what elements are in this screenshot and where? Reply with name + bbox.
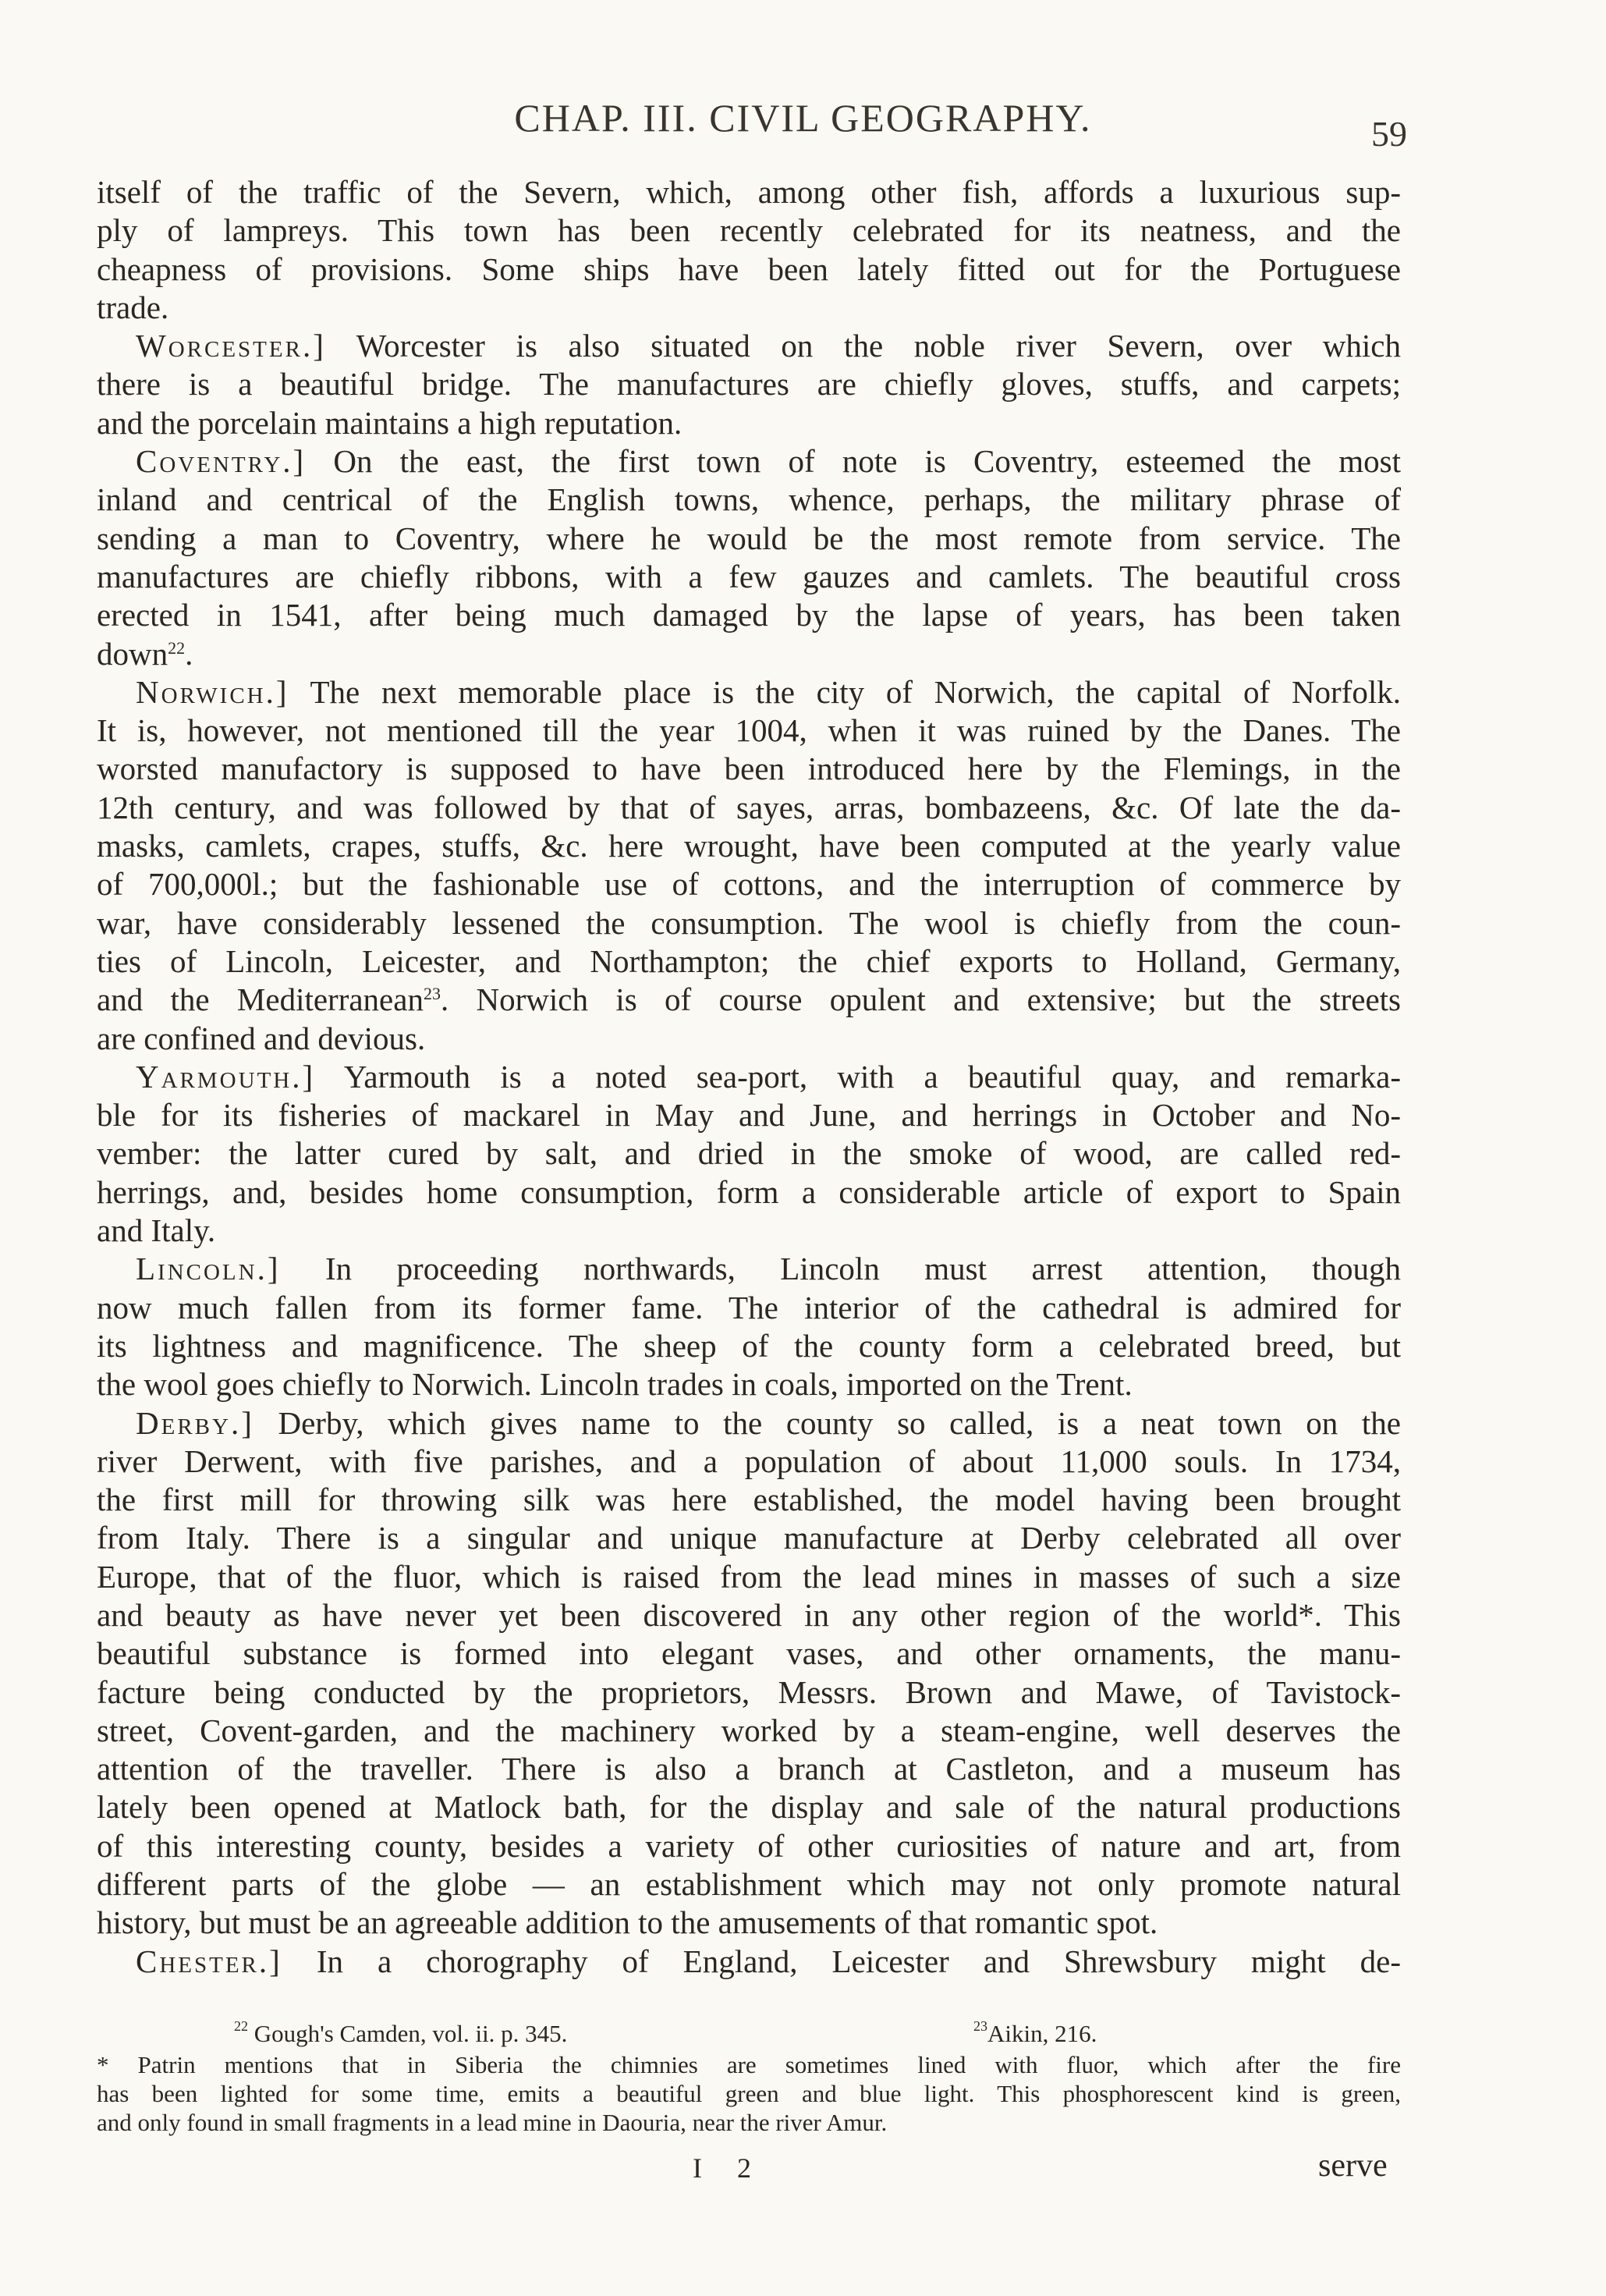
line-text: erected in 1541, after being much damaged by the lapse of years, has been taken (97, 597, 1401, 633)
signature-mark: I 2 (693, 2152, 765, 2184)
line-text: there is a beautiful bridge. The manufactures are chiefly gloves, stuffs, and carpets; (97, 366, 1401, 403)
text-line (97, 942, 1401, 981)
line-text: Europe, that of the fluor, which is raised from the lead mines in masses of such a size (97, 1558, 1401, 1595)
text-line (97, 1058, 1401, 1096)
line-text: herrings, and, besides home consumption, form a considerable article of export to Spain (97, 1173, 1401, 1210)
line-text: street, Covent-garden, and the machinery worked by a steam-engine, well deserves the (97, 1712, 1401, 1748)
line-text: history, but must be an agreeable addition to the amusements of that romantic spot. (97, 1904, 1158, 1941)
line-text: the wool goes chiefly to Norwich. Lincoln trades in coals, imported on the Trent. (97, 1366, 1133, 1403)
line-text: The next memorable place is the city of Norwich, the capital of Norfolk. (289, 673, 1401, 710)
line-text: ply of lampreys. This town has been recently celebrated for its neatness, and the (97, 212, 1401, 249)
line-text: trade. (97, 289, 169, 325)
text-line (97, 1443, 1401, 1481)
line-text: and the porcelain maintains a high reputation. (97, 404, 682, 441)
line-text: ties of Lincoln, Leicester, and Northampton; the chief exports to Holland, Germany, (97, 942, 1401, 979)
text-line (97, 481, 1401, 519)
line-text: cheapness of provisions. Some ships have been lately fitted out for the Portuguese (97, 250, 1401, 287)
line-text: lately been opened at Matlock bath, for the display and sale of the natural productions (97, 1789, 1401, 1826)
line-text: Yarmouth is a noted sea-port, with a beautiful quay, and remarka- (315, 1058, 1401, 1095)
footnote-star-line: and only found in small fragments in a lead mine in Daouria, near the river Amur. (97, 2109, 888, 2136)
text-line (97, 1634, 1401, 1673)
footnote-22-mark: 22 (234, 2019, 248, 2034)
footnote-22-text: Gough's Camden, vol. ii. p. 345. (253, 2020, 568, 2047)
line-text: In proceeding northwards, Lincoln must arrest attention, though (280, 1251, 1401, 1287)
footnote-22 (234, 2019, 567, 2048)
text-line (97, 1788, 1401, 1826)
line-text: 12th century, and was followed by that of sayes, arras, bombazeens, &c. Of late the da- (97, 789, 1401, 825)
text-line (97, 1827, 1401, 1865)
footnote-23 (973, 2019, 1097, 2048)
text-line (97, 1365, 1401, 1404)
line-text: different parts of the globe — an establishment which may not only promote natural (97, 1866, 1401, 1903)
text-line (97, 904, 1401, 942)
line-text-tail: . Norwich is of course opulent and extensive; but the streets (440, 981, 1401, 1018)
line-text: It is, however, not mentioned till the year 1004, when it was ruined by the Danes. The (97, 712, 1401, 749)
line-text: down (97, 635, 168, 672)
text-line (97, 865, 1401, 903)
text-line (97, 1558, 1401, 1596)
text-line (97, 1943, 1401, 1981)
line-text: masks, camlets, crapes, stuffs, &c. here wrought, have been computed at the yearly value (97, 828, 1401, 864)
line-text: inland and centrical of the English towns, whence, perhaps, the military phrase of (97, 481, 1401, 518)
text-line (97, 442, 1401, 481)
line-text: Derby, which gives name to the county so called, is a neat town on the (253, 1404, 1401, 1441)
text-line (97, 1096, 1401, 1134)
footnote-reference: 23 (423, 984, 441, 1004)
text-line (97, 558, 1401, 596)
page-number: 59 (1371, 114, 1407, 154)
line-text: and Italy. (97, 1212, 216, 1249)
line-text: In a chorography of England, Leicester and Shrewsbury might de- (282, 1943, 1401, 1979)
section-heading: Lincoln.] (136, 1251, 281, 1287)
footnote-star-line: * Patrin mentions that in Siberia the chimnies are sometimes lined with fluor, which after the fire (97, 2051, 1401, 2078)
line-text: river Derwent, with five parishes, and a population of about 11,000 souls. In 1734, (97, 1443, 1401, 1479)
line-text: vember: the latter cured by salt, and dried in the smoke of wood, are called red- (97, 1135, 1401, 1172)
footnote-23-text: Aikin, 216. (987, 2020, 1097, 2047)
line-text: war, have considerably lessened the consumption. The wool is chiefly from the coun- (97, 904, 1401, 941)
text-line (97, 712, 1401, 750)
text-line (97, 173, 1401, 211)
footnote-23-mark: 23 (973, 2019, 987, 2034)
line-text: now much fallen from its former fame. The interior of the cathedral is admired for (97, 1289, 1401, 1325)
text-line (97, 635, 1401, 673)
line-text: attention of the traveller. There is also a branch at Castleton, and a museum has (97, 1751, 1401, 1787)
line-text: On the east, the first town of note is Coventry, esteemed the most (306, 443, 1401, 480)
catchword: serve (1318, 2148, 1388, 2184)
line-text: manufactures are chiefly ribbons, with a few gauzes and camlets. The beautiful cross (97, 558, 1401, 594)
text-line (97, 1904, 1401, 1942)
section-heading: Norwich.] (136, 673, 289, 710)
text-line (97, 1173, 1401, 1212)
line-text: worsted manufactory is supposed to have been introduced here by the Flemings, in the (97, 751, 1401, 787)
text-line (97, 1519, 1401, 1557)
text-line (97, 1404, 1401, 1443)
text-line (97, 596, 1401, 634)
line-text: facture being conducted by the proprietors, Messrs. Brown and Mawe, of Tavistock- (97, 1673, 1401, 1710)
line-text-tail: . (185, 635, 193, 672)
line-text: and beauty as have never yet been discovered in any other region of the world*. This (97, 1596, 1401, 1633)
footnote-row-22-23 (97, 2019, 1401, 2050)
body-text (97, 173, 1401, 1981)
section-heading: Chester.] (136, 1943, 282, 1979)
line-text: Worcester is also situated on the noble river Severn, over which (325, 328, 1401, 364)
footnote-star-line: has been lighted for some time, emits a beautiful green and blue light. This phosphorescent kind is green, (97, 2080, 1401, 2107)
text-line (97, 520, 1401, 558)
line-text: are confined and devious. (97, 1020, 426, 1056)
line-text: beautiful substance is formed into elegant vases, and other ornaments, the manu- (97, 1635, 1401, 1672)
text-line (97, 1250, 1401, 1288)
section-heading: Worcester.] (136, 328, 326, 364)
text-line (97, 289, 1401, 327)
text-line (97, 1865, 1401, 1904)
line-text: itself of the traffic of the Severn, which, among other fish, affords a luxurious sup- (97, 174, 1401, 210)
text-line (97, 673, 1401, 712)
text-line (97, 1289, 1401, 1327)
text-line (97, 327, 1401, 365)
text-line (97, 1020, 1401, 1058)
text-line (97, 1134, 1401, 1173)
text-line (97, 981, 1401, 1019)
text-line (97, 1212, 1401, 1250)
text-line (97, 250, 1401, 289)
line-text: its lightness and magnificence. The sheep of the county form a celebrated breed, but (97, 1327, 1401, 1364)
section-heading: Yarmouth.] (136, 1058, 316, 1095)
line-text: the first mill for throwing silk was here established, the model having been brought (97, 1482, 1401, 1518)
footnote-reference: 22 (168, 637, 186, 658)
line-text: and the Mediterranean (97, 981, 424, 1018)
line-text: from Italy. There is a singular and unique manufacture at Derby celebrated all over (97, 1520, 1401, 1556)
text-line (97, 750, 1401, 788)
line-text: sending a man to Coventry, where he would be the most remote from service. The (97, 520, 1401, 556)
text-line (97, 211, 1401, 250)
text-line (97, 1673, 1401, 1712)
text-line (97, 1712, 1401, 1750)
line-text: of 700,000l.; but the fashionable use of cottons, and the interruption of commerce by (97, 866, 1401, 903)
text-line (97, 827, 1401, 865)
section-heading: Derby.] (136, 1404, 254, 1441)
text-line (97, 1596, 1401, 1634)
text-line (97, 789, 1401, 827)
text-line (97, 404, 1401, 442)
section-heading: Coventry.] (136, 443, 307, 480)
line-text: ble for its fisheries of mackarel in May and June, and herrings in October and No- (97, 1097, 1401, 1134)
line-text: of this interesting county, besides a variety of other curiosities of nature and art, from (97, 1827, 1401, 1864)
footnotes (97, 2019, 1401, 2137)
text-line (97, 365, 1401, 403)
text-line (97, 1327, 1401, 1365)
running-title: CHAP. III. CIVIL GEOGRAPHY. (514, 96, 1092, 140)
text-line (97, 1750, 1401, 1788)
text-line (97, 1481, 1401, 1519)
